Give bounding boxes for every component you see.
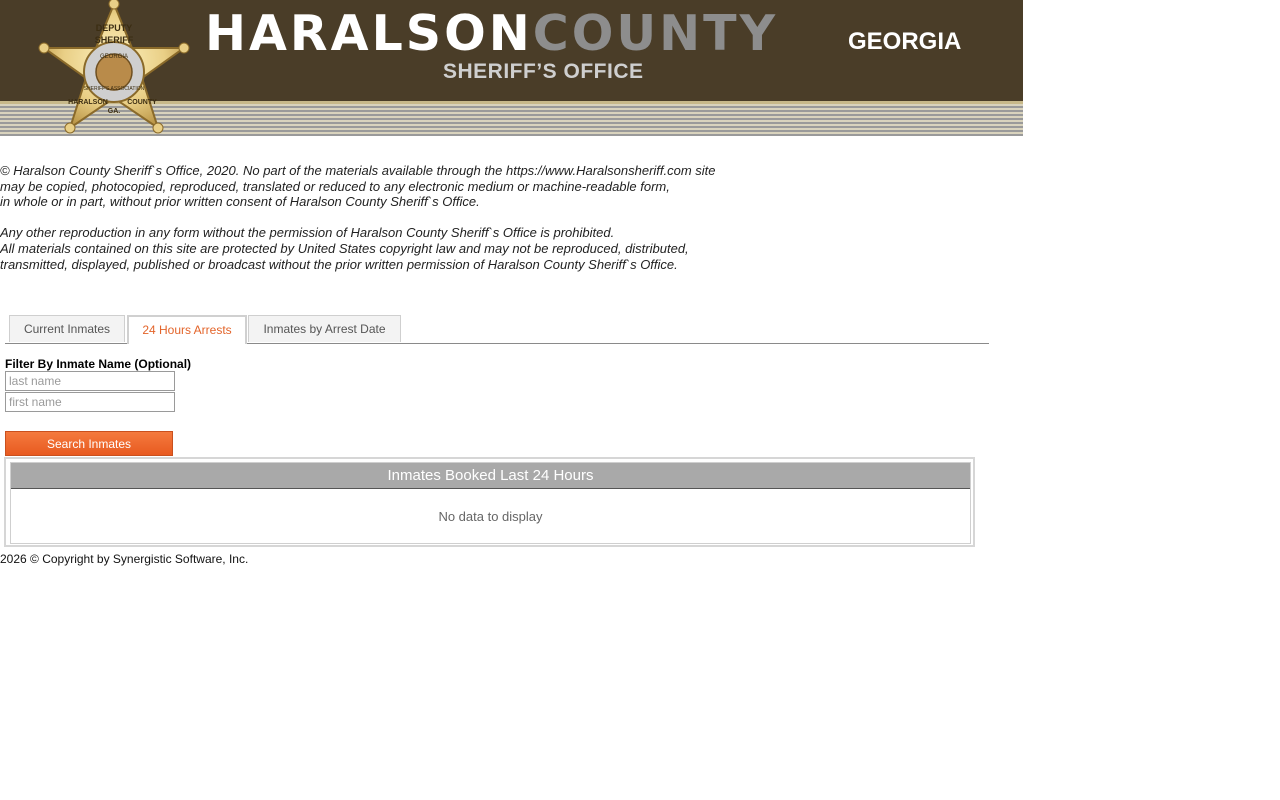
- copyright-line: transmitted, displayed, published or broadcast without the prior written permission of Haralson County Sheriff`s Office.: [0, 256, 678, 272]
- tab-24-hours-arrests[interactable]: 24 Hours Arrests: [127, 315, 247, 344]
- badge-text-georgia: GEORGIA: [99, 54, 129, 60]
- site-title: [205, 6, 778, 62]
- tab-current-inmates[interactable]: Current Inmates: [9, 315, 125, 342]
- copyright-line: © Haralson County Sheriff`s Office, 2020. No part of the materials available through the https://www.Haralsonsheriff.com site: [0, 163, 716, 178]
- last-name-input[interactable]: [5, 371, 175, 391]
- site-title-county: COUNTY: [532, 5, 779, 62]
- badge-text-deputy: DEPUTY: [95, 23, 133, 33]
- grid-title: Inmates Booked Last 24 Hours: [11, 463, 970, 489]
- grid-empty-message: No data to display: [438, 509, 543, 524]
- site-banner: [0, 0, 1023, 136]
- search-inmates-button[interactable]: Search Inmates: [5, 431, 173, 456]
- copyright-notice: [0, 163, 760, 272]
- badge-text-ga: GA.: [107, 108, 121, 115]
- badge-text-county: COUNTY: [127, 99, 157, 106]
- footer-copyright: 2026 © Copyright by Synergistic Software, Inc.: [0, 552, 249, 566]
- sheriff-star-badge-icon: [36, 0, 192, 136]
- badge-text-association: SHERIFF'S ASSOCIATION: [83, 86, 145, 92]
- filter-label: Filter By Inmate Name (Optional): [5, 357, 192, 371]
- copyright-line: in whole or in part, without prior written consent of Haralson County Sheriff`s Office.: [0, 194, 480, 210]
- copyright-line: Any other reproduction in any form without the permission of Haralson County Sheriff`s Office is prohibited.: [0, 225, 615, 241]
- inmate-tabs: [5, 315, 989, 344]
- copyright-line: All materials contained on this site are protected by United States copyright law and may not be reproduced, distributed,: [0, 240, 689, 256]
- badge-text-haralson: HARALSON: [68, 99, 108, 106]
- results-grid: [4, 457, 975, 547]
- site-subtitle: SHERIFF’S OFFICE: [443, 60, 644, 83]
- tab-inmates-by-arrest-date[interactable]: Inmates by Arrest Date: [248, 315, 401, 342]
- badge-text-sheriff: SHERIFF: [94, 35, 134, 45]
- copyright-line: may be copied, photocopied, reproduced, translated or reduced to any electronic medium or machine-readable form,: [0, 178, 670, 194]
- site-title-haralson: HARALSON: [205, 5, 533, 62]
- first-name-input[interactable]: [5, 392, 175, 412]
- site-title-state: GEORGIA: [848, 28, 962, 55]
- results-grid-inner: [10, 462, 971, 544]
